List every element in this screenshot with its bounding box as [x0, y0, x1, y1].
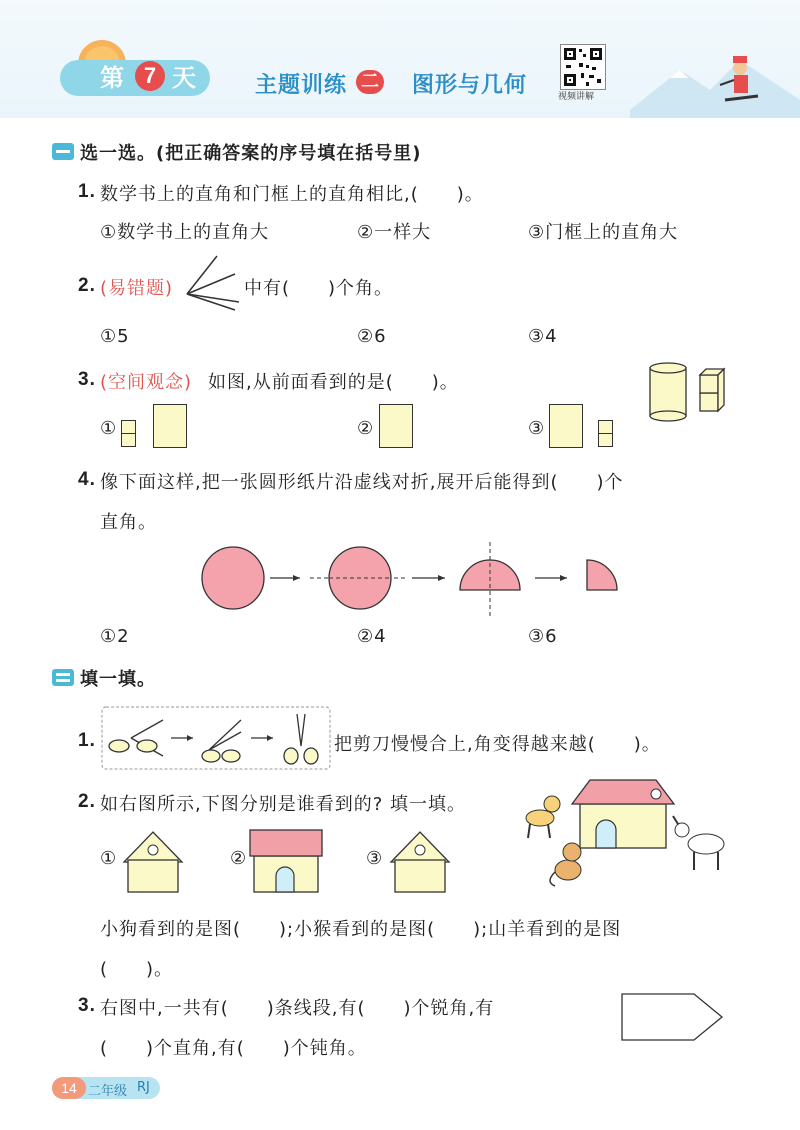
q3-opt1-rect — [153, 404, 187, 448]
q3-option-1-label[interactable]: ① — [100, 418, 118, 439]
s2-q3-line2: ( )个直角,有( )个钝角。 — [100, 1038, 367, 1059]
s2-q2-option-1[interactable]: ① — [100, 848, 118, 869]
q1-number: 1. — [78, 181, 96, 202]
q2-option-1[interactable]: ①5 — [100, 326, 130, 347]
q4-option-3[interactable]: ③6 — [528, 626, 558, 647]
skier-illustration-icon — [630, 40, 800, 118]
day-prefix: 第 — [100, 64, 124, 92]
q3-opt3-small-square-bottom — [598, 433, 613, 447]
house-side-view-1 — [118, 826, 188, 896]
section-2-tag — [52, 669, 74, 686]
day-suffix: 天 — [172, 64, 196, 92]
q2-number: 2. — [78, 275, 96, 296]
q4-option-1[interactable]: ①2 — [100, 626, 130, 647]
q3-number: 3. — [78, 369, 96, 390]
section-1-tag — [52, 143, 74, 160]
pentagon-arrow-figure — [620, 992, 725, 1042]
q3-opt3-rect — [549, 404, 583, 448]
s2-q3-number: 3. — [78, 995, 96, 1016]
s2-q2-option-2[interactable]: ② — [230, 848, 248, 869]
circle-folding-figure — [195, 540, 625, 620]
cylinder-cubes-figure — [645, 360, 730, 422]
s2-q1-number: 1. — [78, 730, 96, 751]
q3-option-3-label[interactable]: ③ — [528, 418, 546, 439]
section-2-title: 填一填。 — [80, 669, 156, 690]
topic-number: 二 — [356, 70, 384, 94]
q3-option-2-label[interactable]: ② — [357, 418, 375, 439]
q1-option-1[interactable]: ①数学书上的直角大 — [100, 222, 270, 243]
topic-label: 主题训练 — [255, 73, 348, 98]
q2-text: 中有( )个角。 — [244, 278, 394, 299]
q4-text-line2: 直角。 — [100, 512, 157, 533]
q2-option-3[interactable]: ③4 — [528, 326, 558, 347]
q2-option-2[interactable]: ②6 — [357, 326, 387, 347]
qr-code-icon[interactable] — [560, 44, 606, 90]
day-number: 7 — [135, 61, 165, 91]
angle-rays-figure — [185, 254, 241, 312]
q3-text: 如图,从前面看到的是( )。 — [208, 372, 459, 393]
q3-opt2-rect — [379, 404, 413, 448]
q3-tag: (空间观念) — [100, 372, 193, 393]
q2-tag: (易错题) — [100, 278, 174, 299]
goat-icon — [673, 816, 724, 870]
q4-number: 4. — [78, 469, 96, 490]
house-side-view-3 — [385, 826, 455, 896]
q3-opt1-small-square-bottom — [121, 433, 136, 447]
s2-q2-number: 2. — [78, 791, 96, 812]
s2-q2-answer-line1: 小狗看到的是图( );小猴看到的是图( );山羊看到的是图 — [100, 919, 622, 940]
q1-option-3[interactable]: ③门框上的直角大 — [528, 222, 679, 243]
dog-icon — [526, 796, 560, 838]
s2-q3-line1: 右图中,一共有( )条线段,有( )个锐角,有 — [100, 998, 495, 1019]
page-number: 14 — [52, 1077, 86, 1099]
page-header — [0, 0, 800, 118]
qr-label: 视频讲解 — [558, 92, 595, 102]
scissors-figure — [101, 706, 331, 770]
section-1-title: 选一选。(把正确答案的序号填在括号里) — [80, 143, 422, 164]
s2-q2-answer-line2: ( )。 — [100, 959, 174, 980]
q1-option-2[interactable]: ②一样大 — [357, 222, 432, 243]
topic-title: 图形与几何 — [412, 73, 528, 98]
footer-edition: RJ — [137, 1080, 150, 1095]
s2-q1-text: 把剪刀慢慢合上,角变得越来越( )。 — [334, 734, 661, 755]
q4-text: 像下面这样,把一张圆形纸片沿虚线对折,展开后能得到( )个 — [100, 472, 624, 493]
footer-grade: 二年级 — [88, 1084, 128, 1099]
animals-house-scene — [510, 772, 730, 890]
s2-q2-text: 如右图所示,下图分别是谁看到的? 填一填。 — [100, 794, 466, 815]
house-front-view-2 — [248, 826, 324, 896]
s2-q2-option-3[interactable]: ③ — [366, 848, 384, 869]
q1-text: 数学书上的直角和门框上的直角相比,( )。 — [100, 184, 484, 205]
q3-opt1-small-square-top — [121, 420, 136, 434]
q4-option-2[interactable]: ②4 — [357, 626, 387, 647]
monkey-icon — [550, 843, 581, 886]
q3-opt3-small-square-top — [598, 420, 613, 434]
